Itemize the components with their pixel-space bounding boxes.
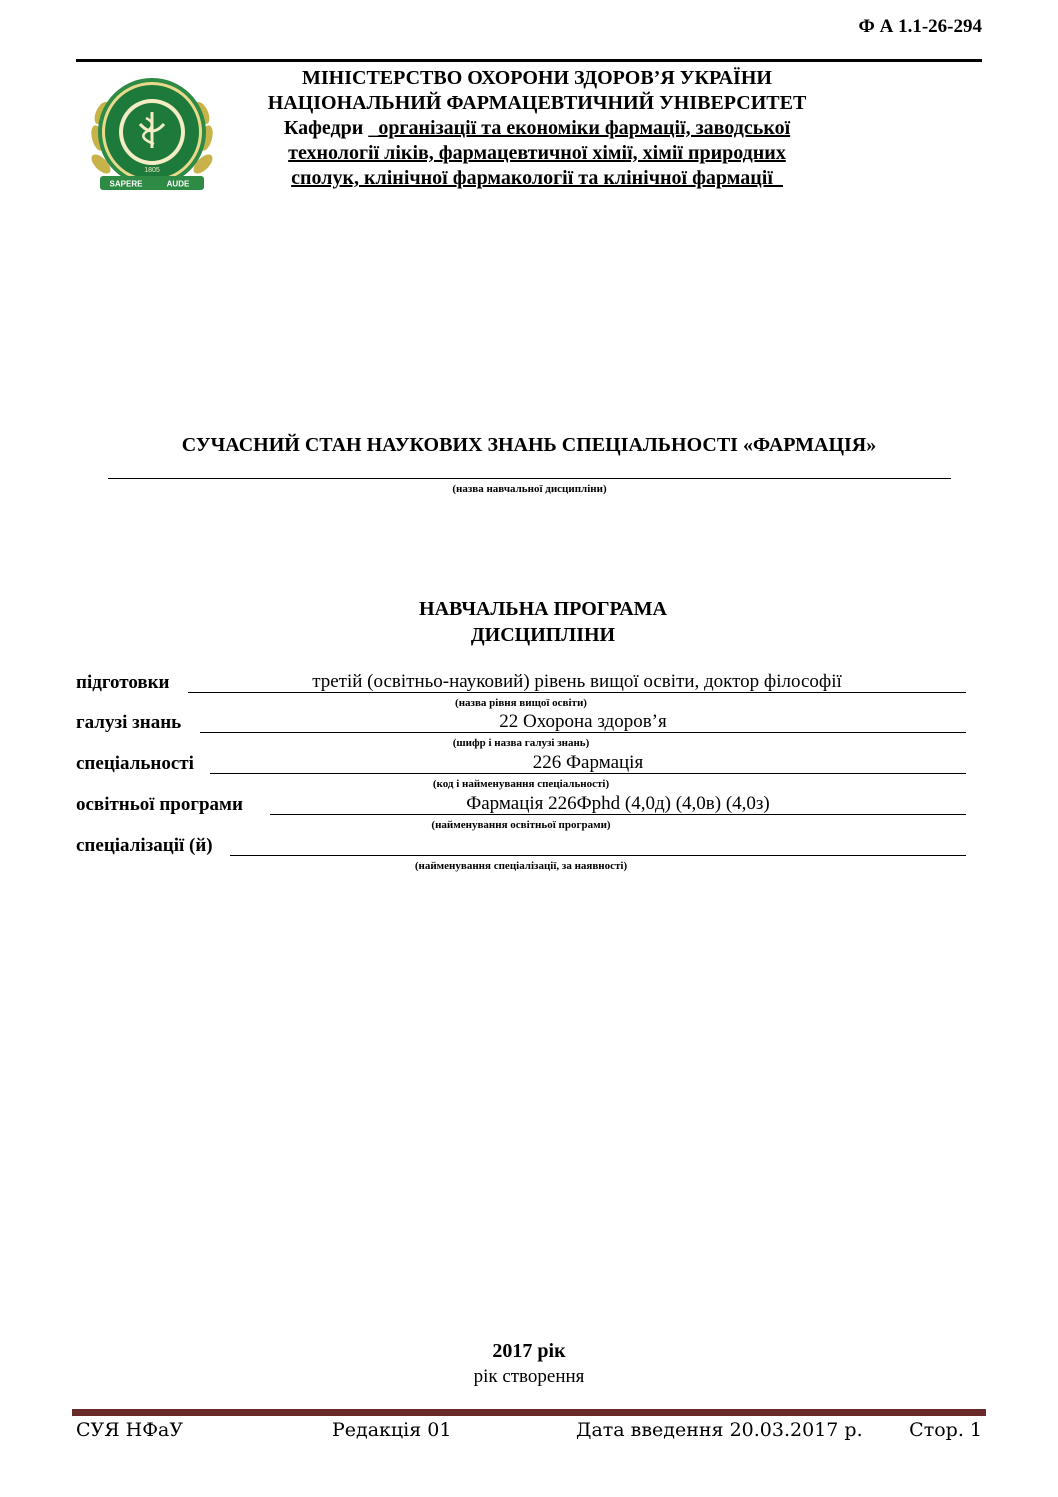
departments-prefix: Кафедри _: [283, 117, 379, 139]
header-rule: [76, 59, 982, 62]
discipline-caption: (назва навчальної дисципліни): [452, 483, 607, 495]
footer-date: Дата введення 20.03.2017 р.: [576, 1419, 863, 1441]
field-caption: (найменування спеціалізації, за наявності): [414, 860, 628, 872]
discipline-title: СУЧАСНИЙ СТАН НАУКОВИХ ЗНАНЬ СПЕЦІАЛЬНОСТІ «ФАРМАЦІЯ»: [181, 434, 877, 456]
field-caption: (код і найменування спеціальності): [432, 778, 610, 790]
year-value: 2017 рік: [492, 1340, 566, 1362]
program-title-line-1: НАВЧАЛЬНА ПРОГРАМА: [419, 598, 667, 620]
departments-block: [232, 116, 842, 191]
motto-left: SAPERE: [109, 179, 143, 189]
field-caption: (найменування освітньої програми): [431, 819, 611, 831]
footer-system: СУЯ НФаУ: [76, 1419, 184, 1441]
field-line: [230, 855, 966, 856]
university-name: НАЦІОНАЛЬНИЙ ФАРМАЦЕВТИЧНИЙ УНІВЕРСИТЕТ: [267, 92, 807, 114]
field-specialization: [76, 833, 966, 857]
field-specialty: [76, 751, 966, 775]
discipline-rule: [108, 478, 951, 479]
field-label: підготовки: [76, 672, 170, 693]
field-value: 226 Фармація: [532, 752, 644, 773]
program-title-line-2: ДИСЦИПЛІНИ: [470, 624, 616, 646]
field-label: спеціалізації (й): [76, 835, 213, 856]
departments-line-1: організації та економіки фармації, заводської: [378, 117, 791, 139]
university-seal-icon: [86, 68, 218, 200]
departments-line-3: сполук, клінічної фармакології та клінічної фармації_: [291, 167, 783, 189]
motto-right: AUDE: [166, 179, 190, 189]
departments-line-2: технології ліків, фармацевтичної хімії, хімії природних: [288, 142, 786, 164]
field-value: 22 Охорона здоров’я: [499, 711, 667, 732]
year-caption: рік створення: [473, 1366, 585, 1387]
university-logo: [86, 68, 218, 200]
field-label: спеціальності: [76, 753, 194, 774]
field-knowledge-area: [76, 710, 966, 734]
field-label: освітньої програми: [76, 794, 243, 815]
field-value: третій (освітньо-науковий) рівень вищої освіти, доктор філософії: [312, 671, 842, 692]
footer-edition: Редакція 01: [332, 1419, 452, 1441]
document-code: Ф А 1.1-26-294: [858, 16, 982, 37]
footer-rule: [72, 1409, 986, 1416]
field-caption: (шифр і назва галузі знань): [452, 737, 590, 749]
footer-page: Стор. 1: [909, 1419, 982, 1441]
field-educational-program: [76, 792, 966, 816]
field-value: Фармація 226Фphd (4,0д) (4,0в) (4,0з): [466, 793, 770, 814]
field-preparation: [76, 670, 966, 694]
field-caption: (назва рівня вищої освіти): [455, 697, 587, 709]
field-label: галузі знань: [76, 712, 182, 733]
ministry-name: МІНІСТЕРСТВО ОХОРОНИ ЗДОРОВ’Я УКРАЇНИ: [302, 67, 772, 89]
seal-year: 1805: [144, 167, 160, 174]
